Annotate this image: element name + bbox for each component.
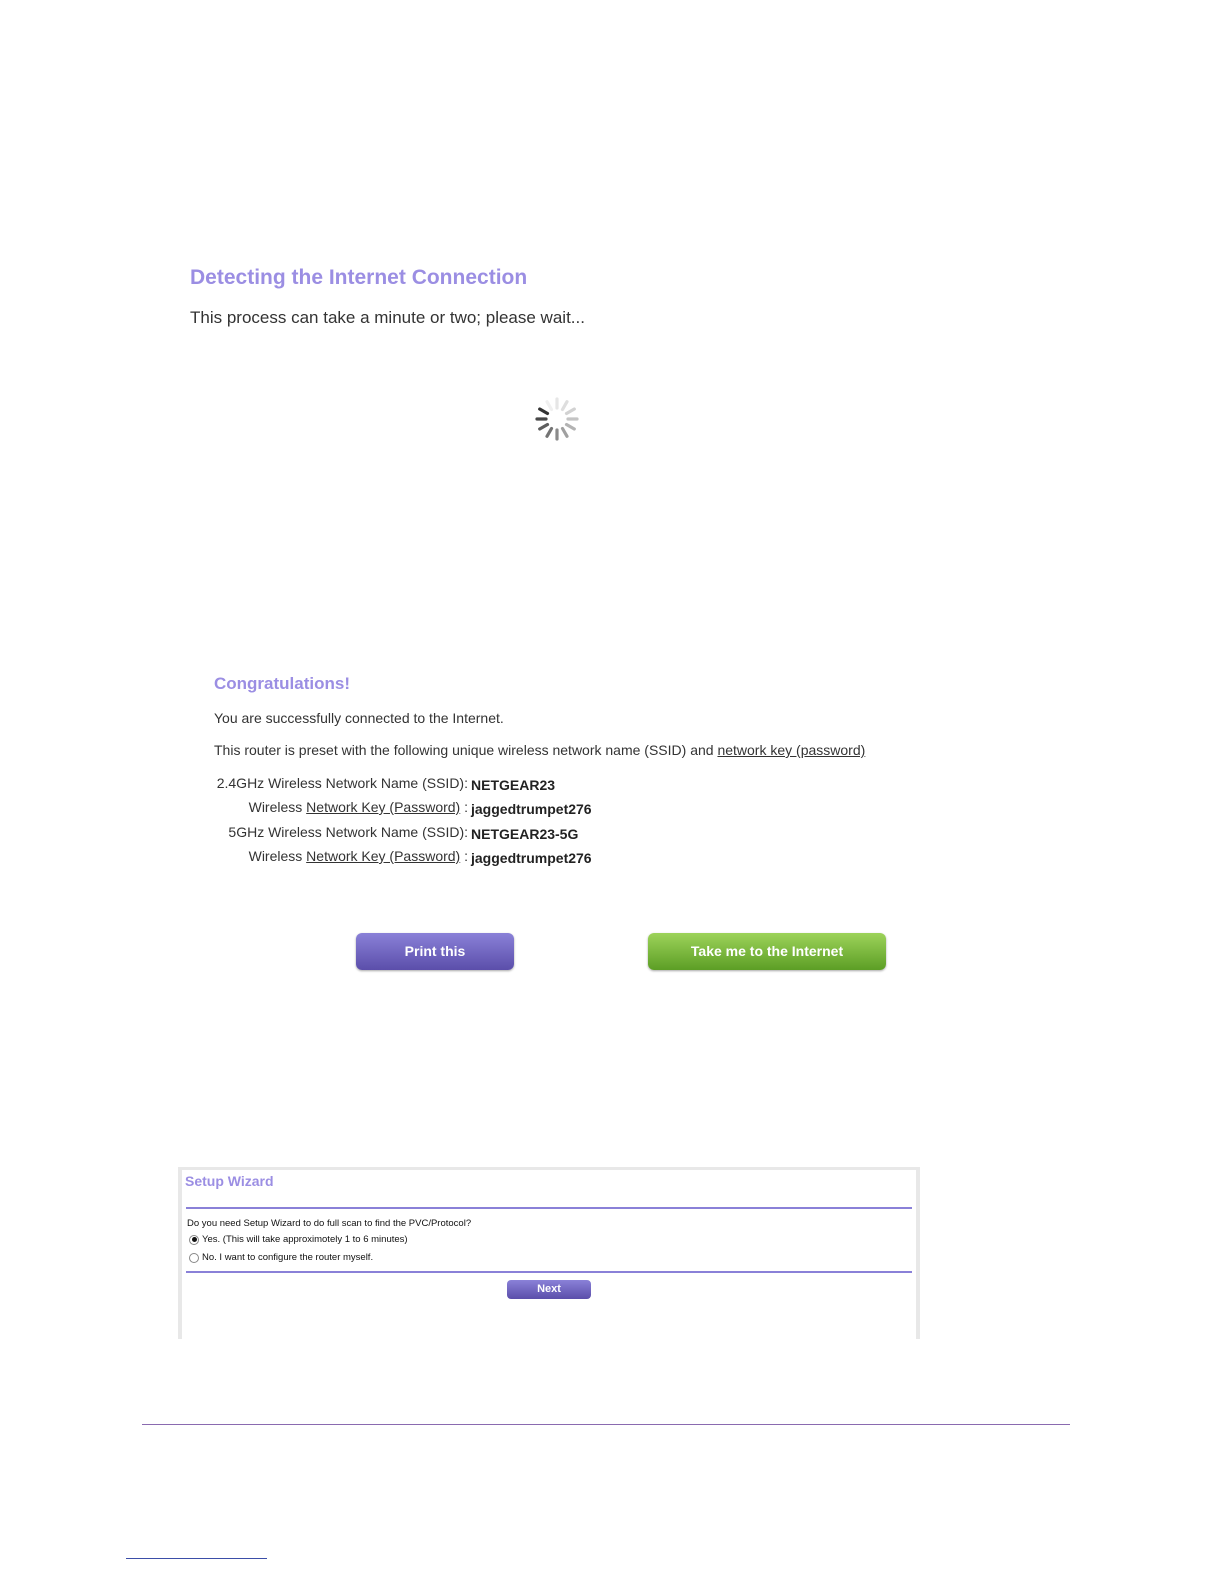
take-me-to-internet-button[interactable]: Take me to the Internet (648, 933, 886, 970)
wizard-question: Do you need Setup Wizard to do full scan to find the PVC/Protocol? (187, 1218, 472, 1229)
setup-wizard-panel (178, 1167, 920, 1339)
key-24ghz-value: jaggedtrumpet276 (471, 801, 592, 817)
wizard-option-no-label: No. I want to configure the router myself. (202, 1252, 374, 1263)
detecting-title: Detecting the Internet Connection (190, 266, 528, 289)
footer-link-underline (126, 1558, 267, 1559)
network-key-password-link[interactable]: Network Key (Password) (306, 848, 461, 864)
key-5ghz-label (249, 848, 468, 864)
ssid-24ghz-row (180, 775, 680, 797)
preset-message (214, 742, 865, 758)
ssid-24ghz-value: NETGEAR23 (471, 777, 556, 793)
key-24ghz-row (180, 799, 680, 821)
radio-unselected-icon[interactable] (189, 1253, 199, 1263)
key-5ghz-value: jaggedtrumpet276 (471, 850, 592, 866)
network-key-link[interactable]: network key (password) (717, 742, 866, 758)
next-button[interactable]: Next (507, 1280, 591, 1299)
divider (186, 1271, 912, 1273)
wizard-option-no[interactable] (189, 1252, 373, 1263)
radio-selected-icon[interactable] (189, 1235, 199, 1245)
wizard-option-yes[interactable] (189, 1234, 408, 1245)
key-5ghz-row (180, 848, 680, 870)
wizard-option-yes-label: Yes. (This will take approximotely 1 to 6 minutes) (202, 1234, 408, 1245)
key-label-prefix: Wireless (248, 848, 307, 864)
ssid-5ghz-label: 5GHz Wireless Network Name (SSID): (228, 824, 468, 840)
divider (186, 1207, 912, 1209)
detecting-subtitle: This process can take a minute or two; please wait... (190, 308, 585, 327)
loading-spinner-icon (533, 395, 581, 443)
key-label-suffix: : (460, 848, 468, 864)
congratulations-title: Congratulations! (214, 674, 350, 693)
preset-text: This router is preset with the following unique wireless network name (SSID) and (214, 742, 718, 758)
key-label-suffix: : (460, 799, 468, 815)
key-24ghz-label (249, 799, 468, 815)
footer-divider (142, 1424, 1070, 1425)
setup-wizard-content (182, 1170, 916, 1339)
setup-wizard-title: Setup Wizard (185, 1173, 274, 1189)
ssid-5ghz-value: NETGEAR23-5G (471, 826, 579, 842)
network-key-password-link[interactable]: Network Key (Password) (306, 799, 461, 815)
success-message: You are successfully connected to the Internet. (214, 710, 504, 726)
print-button[interactable]: Print this (356, 933, 514, 970)
ssid-24ghz-label: 2.4GHz Wireless Network Name (SSID): (216, 775, 468, 791)
ssid-5ghz-row (180, 824, 680, 846)
key-label-prefix: Wireless (248, 799, 307, 815)
